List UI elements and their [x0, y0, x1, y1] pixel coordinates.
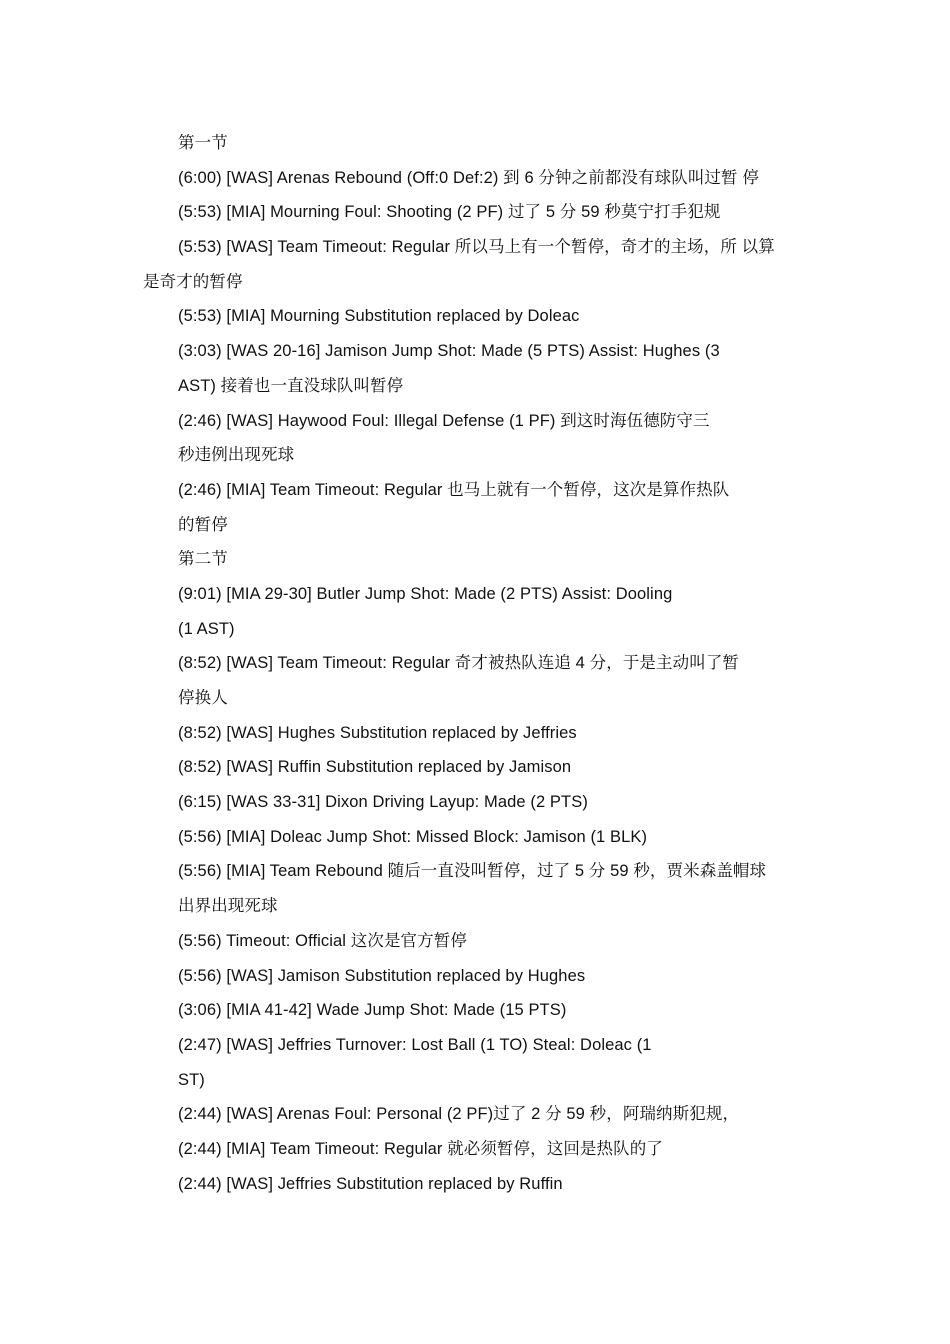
text-line: 是奇才的暂停: [143, 272, 243, 291]
text-line: 第一节: [178, 134, 228, 152]
text-line: (2:44) [WAS] Arenas Foul: Personal (2 PF)过了 2 分 59 秒，阿瑞纳斯犯规，: [178, 1105, 740, 1124]
text-line: (3:06) [MIA 41-42] Wade Jump Shot: Made (15 PTS): [178, 1001, 567, 1020]
text-line: 出界出现死球: [178, 897, 278, 916]
text-line: (2:46) [MIA] Team Timeout: Regular 也马上就有一个暂停，这次是算作热队: [178, 480, 730, 499]
text-line: (9:01) [MIA 29-30] Butler Jump Shot: Made (2 PTS) Assist: Dooling: [178, 584, 673, 603]
text-line: 停换人: [178, 689, 228, 707]
text-line: (5:56) [MIA] Doleac Jump Shot: Missed Block: Jamison (1 BLK): [178, 827, 648, 846]
text-line: (8:52) [WAS] Ruffin Substitution replaced by Jamison: [178, 758, 572, 777]
text-line: (5:56) [MIA] Team Rebound 随后一直没叫暂停，过了 5 分 59 秒，贾米森盖帽球: [178, 862, 767, 881]
play-by-play-text: [143, 126, 815, 1201]
text-line: (8:52) [WAS] Team Timeout: Regular 奇才被热队连追 4 分，于是主动叫了暂: [178, 654, 740, 673]
text-line: ST): [178, 1070, 205, 1089]
text-line: AST) 接着也一直没球队叫暂停: [178, 376, 404, 395]
text-line: (8:52) [WAS] Hughes Substitution replaced by Jeffries: [178, 723, 577, 742]
text-line: (5:53) [MIA] Mourning Foul: Shooting (2 PF) 过了 5 分 59 秒莫宁打手犯规: [178, 203, 721, 222]
text-line: (2:44) [WAS] Jeffries Substitution replaced by Ruffin: [178, 1174, 563, 1193]
text-line: (5:56) Timeout: Official 这次是官方暂停: [178, 931, 467, 950]
text-line: (5:53) [MIA] Mourning Substitution replaced by Doleac: [178, 307, 580, 326]
text-line: 的暂停: [178, 515, 228, 534]
text-line: (2:44) [MIA] Team Timeout: Regular 就必须暂停，这回是热队的了: [178, 1139, 663, 1158]
text-line: (6:00) [WAS] Arenas Rebound (Off:0 Def:2) 到 6 分钟之前都没有球队叫过暂 停: [178, 168, 759, 187]
text-line: (3:03) [WAS 20-16] Jamison Jump Shot: Made (5 PTS) Assist: Hughes (3: [178, 342, 720, 361]
text-line: 秒违例出现死球: [178, 446, 295, 465]
text-line: (2:47) [WAS] Jeffries Turnover: Lost Ball (1 TO) Steal: Doleac (1: [178, 1035, 652, 1054]
text-line: (6:15) [WAS 33-31] Dixon Driving Layup: Made (2 PTS): [178, 793, 588, 812]
text-line: (5:56) [WAS] Jamison Substitution replaced by Hughes: [178, 966, 586, 985]
text-line: 第二节: [178, 550, 228, 569]
text-line: (1 AST): [178, 619, 235, 638]
text-line: (2:46) [WAS] Haywood Foul: Illegal Defense (1 PF) 到这时海伍德防守三: [178, 411, 710, 430]
text-line: (5:53) [WAS] Team Timeout: Regular 所以马上有一个暂停，奇才的主场，所 以算: [178, 238, 775, 257]
